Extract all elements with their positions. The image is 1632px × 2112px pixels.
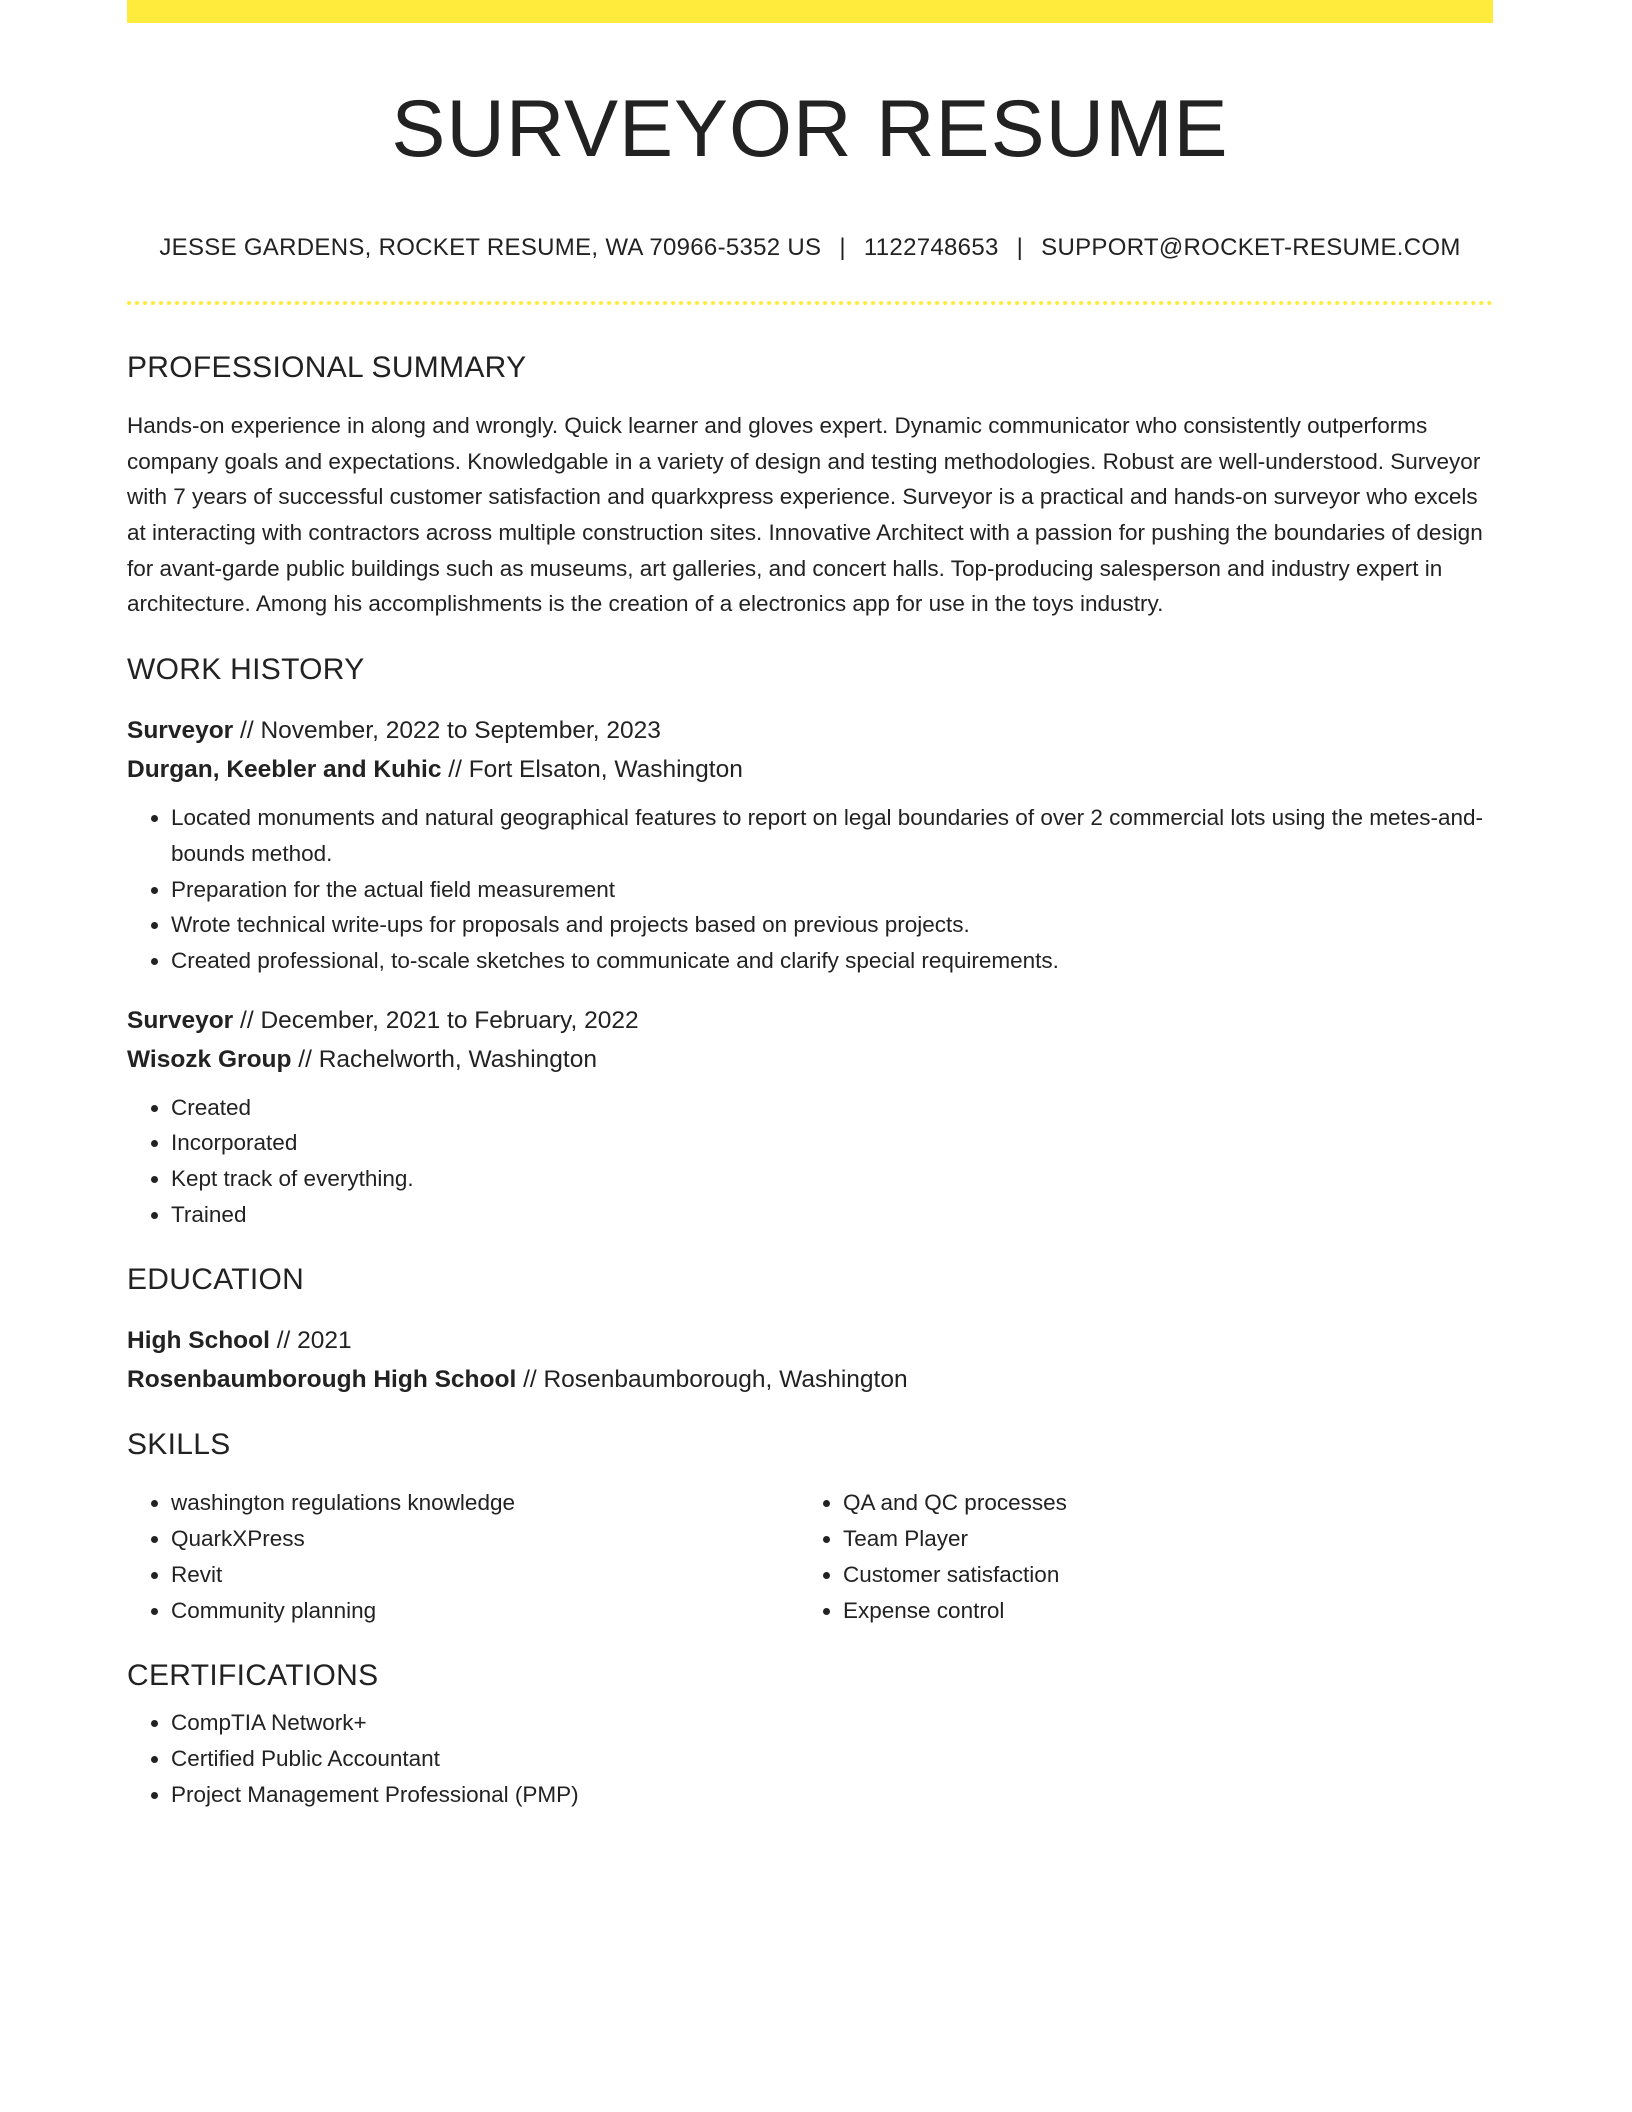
- certification-item: • Project Management Professional (PMP): [171, 1777, 1493, 1813]
- skill-item: • Customer satisfaction: [843, 1557, 1471, 1593]
- skill-item: • Revit: [171, 1557, 799, 1593]
- contact-phone: 1122748653: [863, 234, 999, 262]
- education-school: Rosenbaumborough High School: [127, 1366, 517, 1394]
- work-history-heading: WORK HISTORY: [127, 653, 365, 687]
- job-title-line: [127, 1001, 1493, 1040]
- education-degree-line: [127, 1321, 1493, 1360]
- skills-list-left: [127, 1485, 799, 1628]
- skill-item: • Community planning: [171, 1593, 799, 1629]
- education-heading: EDUCATION: [127, 1263, 305, 1297]
- job-location: // Rachelworth, Washington: [291, 1045, 597, 1073]
- certifications-heading: CERTIFICATIONS: [127, 1659, 379, 1693]
- job-title: Surveyor: [127, 717, 234, 745]
- skills-columns: [127, 1485, 1493, 1628]
- education-location: // Rosenbaumborough, Washington: [516, 1366, 908, 1394]
- skill-item: • QuarkXPress: [171, 1521, 799, 1557]
- resume-page: [127, 0, 1493, 1812]
- skill-item: • washington regulations knowledge: [171, 1485, 799, 1521]
- job-bullets: [127, 1090, 1493, 1233]
- job-company: Durgan, Keebler and Kuhic: [127, 756, 442, 784]
- job-location: // Fort Elsaton, Washington: [441, 756, 743, 784]
- job-bullet: • Incorporated: [171, 1125, 1493, 1161]
- job-bullet: • Trained: [171, 1197, 1493, 1233]
- job-bullet: • Located monuments and natural geographical features to report on legal boundaries of over 2 commercial lots using the metes-and-bounds method.: [171, 800, 1493, 871]
- contact-address: JESSE GARDENS, ROCKET RESUME, WA 70966-5352 US: [159, 234, 822, 262]
- job-title: Surveyor: [127, 1006, 234, 1034]
- job-bullet: • Wrote technical write-ups for proposals and projects based on previous projects.: [171, 907, 1493, 943]
- job-bullet: • Preparation for the actual field measurement: [171, 872, 1493, 908]
- education-school-line: [127, 1360, 1493, 1399]
- skills-list-right: [799, 1485, 1471, 1628]
- contact-separator: |: [1016, 234, 1024, 262]
- job-company-line: [127, 1040, 1493, 1079]
- certifications-list: [127, 1705, 1493, 1812]
- summary-heading: PROFESSIONAL SUMMARY: [127, 350, 527, 384]
- job-title-line: [127, 711, 1493, 750]
- job-dates: // December, 2021 to February, 2022: [233, 1006, 639, 1034]
- contact-info: [127, 234, 1493, 263]
- job-entry: [127, 1001, 1493, 1233]
- contact-separator: |: [839, 234, 846, 262]
- summary-text: Hands-on experience in along and wrongly. Quick learner and gloves expert. Dynamic communicator who consistently outperforms company goals and expectations. Knowledgable in a variety of design and testing methodologies. Robust are well-understood. Surveyor with 7 years of successful customer satisfaction and quarkxpress experience. Surveyor is a practical and hands-on surveyor who excels at interacting with contractors across multiple construction sites. Innovative Architect with a passion for pushing the boundaries of design for avant-garde public buildings such as museums, art galleries, and concert halls. Top-producing salesperson and industry expert in architecture. Among his accomplishments is the creation of a electronics app for use in the toys industry.: [127, 412, 1483, 617]
- job-bullets: [127, 800, 1493, 979]
- education-year: // 2021: [269, 1327, 352, 1355]
- dotted-divider: [127, 301, 1493, 305]
- contact-email: SUPPORT@ROCKET-RESUME.COM: [1041, 234, 1461, 262]
- certification-item: • Certified Public Accountant: [171, 1741, 1493, 1777]
- job-dates: // November, 2022 to September, 2023: [233, 717, 661, 745]
- education-entry: [127, 1321, 1493, 1399]
- job-company-line: [127, 750, 1493, 789]
- job-bullet: • Kept track of everything.: [171, 1161, 1493, 1197]
- resume-title: SURVEYOR RESUME: [391, 84, 1229, 174]
- education-degree: High School: [127, 1327, 270, 1355]
- skill-item: • QA and QC processes: [843, 1485, 1471, 1521]
- job-bullet: • Created professional, to-scale sketches to communicate and clarify special requirements.: [171, 943, 1493, 979]
- job-entry: [127, 711, 1493, 979]
- skill-item: • Team Player: [843, 1521, 1471, 1557]
- top-accent-bar: [127, 0, 1493, 23]
- certification-item: • CompTIA Network+: [171, 1705, 1493, 1741]
- job-bullet: • Created: [171, 1090, 1493, 1126]
- skills-heading: SKILLS: [127, 1428, 231, 1462]
- job-company: Wisozk Group: [127, 1045, 292, 1073]
- skill-item: • Expense control: [843, 1593, 1471, 1629]
